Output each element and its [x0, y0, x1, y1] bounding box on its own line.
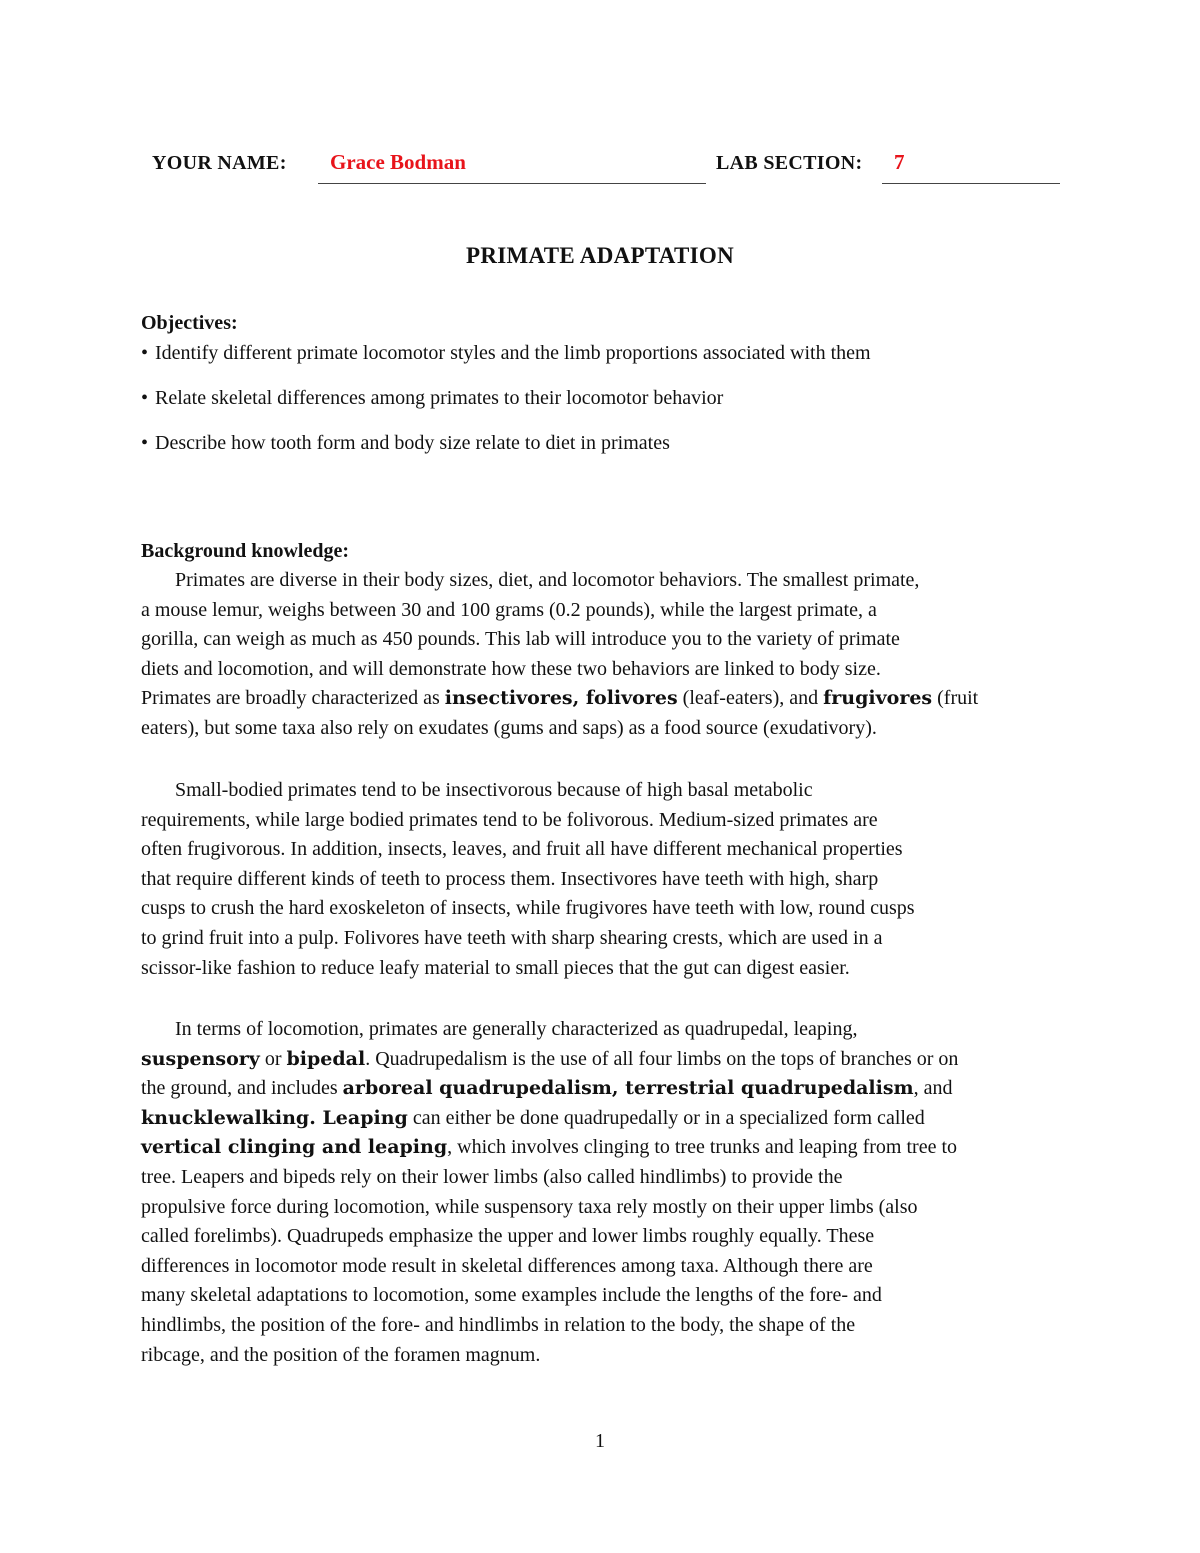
- text-run: ,: [611, 1077, 626, 1100]
- text-line: requirements, while large bodied primates tend to be folivorous. Medium-sized primates are: [141, 808, 878, 831]
- text-line: a mouse lemur, weighs between 30 and 100 grams (0.2 pounds), while the largest primate, a: [141, 598, 877, 621]
- text-line: gorilla, can weigh as much as 450 pounds. This lab will introduce you to the variety of primate: [141, 628, 900, 651]
- paragraph-3: [141, 1015, 1066, 1370]
- text-line: propulsive force during locomotion, while suspensory taxa rely mostly on their upper limbs (also: [141, 1195, 918, 1218]
- term-arboreal-quadrupedalism: arboreal quadrupedalism: [342, 1077, 612, 1100]
- objective-item: [141, 387, 723, 410]
- text-line: Small-bodied primates tend to be insectivorous because of high basal metabolic: [175, 779, 813, 801]
- bullet-icon: •: [141, 432, 149, 454]
- name-underline: [318, 183, 706, 184]
- objective-text: Relate skeletal differences among primates to their locomotor behavior: [155, 387, 724, 409]
- text-line: often frugivorous. In addition, insects, leaves, and fruit all have different mechanical properties: [141, 838, 903, 861]
- term-bipedal: bipedal: [286, 1047, 366, 1070]
- text-line: [141, 684, 1066, 714]
- term-leaping: Leaping: [322, 1106, 408, 1129]
- objective-item: [141, 432, 670, 455]
- name-value: Grace Bodman: [330, 150, 466, 174]
- text-line: ribcage, and the position of the foramen magnum.: [141, 1343, 541, 1366]
- text-run: (leaf-eaters), and: [677, 687, 824, 710]
- text-line: scissor-like fashion to reduce leafy material to small pieces that the gut can digest easier.: [141, 956, 850, 979]
- bullet-icon: •: [141, 342, 149, 364]
- text-line: cusps to crush the hard exoskeleton of insects, while frugivores have teeth with low, round cusps: [141, 897, 915, 920]
- name-label: YOUR NAME:: [152, 152, 287, 174]
- text-line: tree. Leapers and bipeds rely on their lower limbs (also called hindlimbs) to provide the: [141, 1165, 843, 1188]
- lab-section-underline: [882, 183, 1060, 184]
- text-run: , and: [913, 1077, 953, 1100]
- text-line: hindlimbs, the position of the fore- and hindlimbs in relation to the body, the shape of the: [141, 1313, 856, 1336]
- text-run: the ground, and includes: [141, 1077, 343, 1100]
- term-folivores: folivores: [585, 687, 678, 710]
- text-line: [141, 1074, 1066, 1104]
- text-line: many skeletal adaptations to locomotion, some examples include the lengths of the fore- and: [141, 1284, 882, 1307]
- text-line: to grind fruit into a pulp. Folivores have teeth with sharp shearing crests, which are used in a: [141, 926, 883, 949]
- lab-section-label: LAB SECTION:: [716, 152, 863, 174]
- text-run: (fruit: [932, 687, 979, 710]
- term-suspensory: suspensory: [141, 1047, 260, 1070]
- term-insectivores: insectivores: [444, 687, 573, 710]
- text-run: . Quadrupedalism is the use of all four limbs on the tops of branches or on: [365, 1047, 959, 1070]
- text-line: diets and locomotion, and will demonstrate how these two behaviors are linked to body size.: [141, 657, 881, 680]
- term-terrestrial-quadrupedalism: terrestrial quadrupedalism: [625, 1077, 914, 1100]
- text-line: In terms of locomotion, primates are generally characterized as quadrupedal, leaping,: [175, 1018, 858, 1040]
- text-line: Primates are diverse in their body sizes, diet, and locomotor behaviors. The smallest primate,: [175, 569, 920, 591]
- background-heading: Background knowledge:: [141, 540, 350, 562]
- paragraph-1: [141, 566, 1066, 744]
- term-vertical-clinging-and-leaping: vertical clinging and leaping: [141, 1136, 448, 1159]
- objective-text: Describe how tooth form and body size relate to diet in primates: [155, 432, 670, 454]
- text-run: or: [259, 1047, 287, 1070]
- text-run: Primates are broadly characterized as: [141, 687, 445, 710]
- paragraph-2: [141, 776, 1066, 983]
- text-line: [141, 1045, 1066, 1075]
- text-run: , which involves clinging to tree trunks and leaping from tree to: [447, 1136, 957, 1159]
- page-title: PRIMATE ADAPTATION: [466, 243, 734, 268]
- text-line: eaters), but some taxa also rely on exudates (gums and saps) as a food source (exudativory).: [141, 716, 877, 739]
- text-line: [141, 1133, 1066, 1163]
- term-knucklewalking: knucklewalking: [141, 1106, 310, 1129]
- text-line: called forelimbs). Quadrupeds emphasize the upper and lower limbs roughly equally. These: [141, 1225, 875, 1248]
- text-line: [141, 1104, 1066, 1134]
- objective-item: [141, 342, 871, 365]
- lab-section-value: 7: [894, 150, 905, 174]
- term-frugivores: frugivores: [823, 687, 933, 710]
- bullet-icon: •: [141, 387, 149, 409]
- objectives-heading: Objectives:: [141, 312, 238, 334]
- page-number: 1: [595, 1430, 605, 1452]
- text-run: ,: [572, 687, 586, 710]
- text-run: .: [309, 1106, 323, 1129]
- text-line: differences in locomotor mode result in skeletal differences among taxa. Although there are: [141, 1254, 873, 1277]
- text-line: that require different kinds of teeth to process them. Insectivores have teeth with high, sharp: [141, 867, 879, 890]
- text-run: can either be done quadrupedally or in a specialized form called: [407, 1106, 925, 1129]
- objective-text: Identify different primate locomotor styles and the limb proportions associated with them: [155, 342, 871, 364]
